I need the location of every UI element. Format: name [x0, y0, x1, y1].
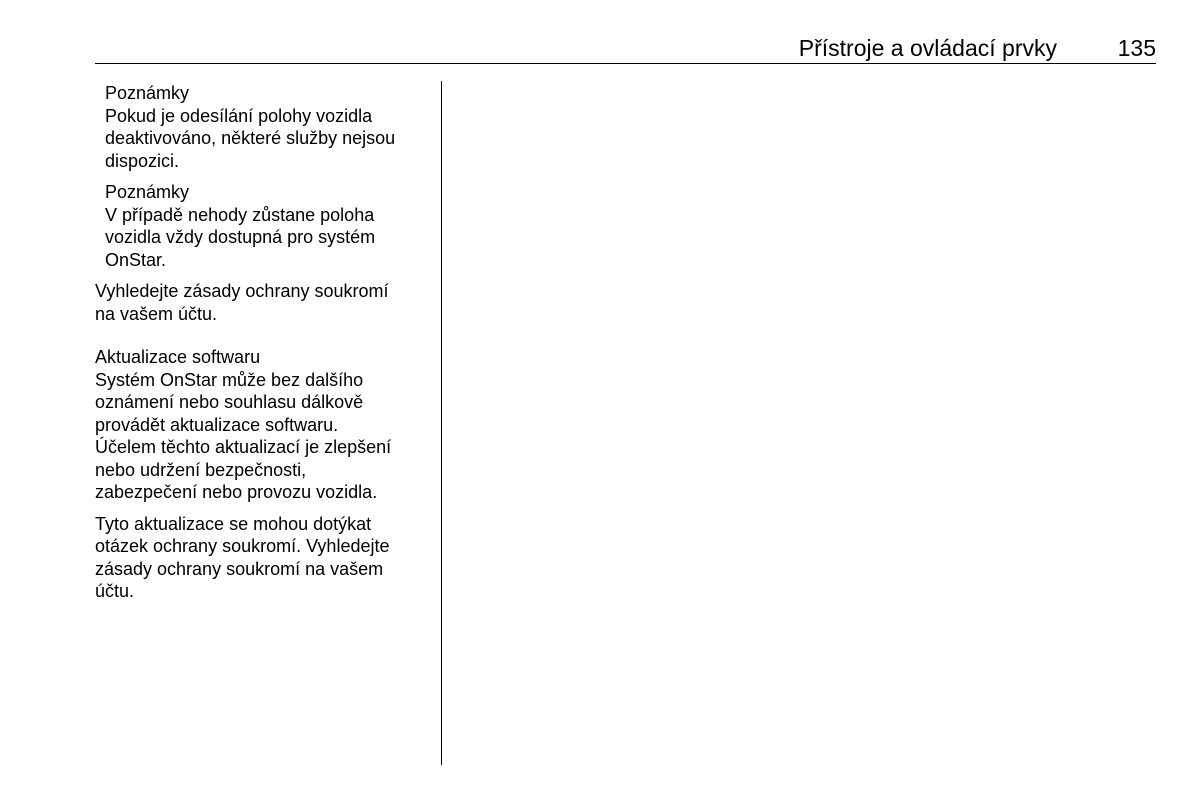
privacy-paragraph: Vyhledejte zásady ochrany soukromí na vašem účtu. — [95, 281, 389, 324]
page-number: 135 — [1117, 35, 1156, 61]
section-paragraph: Systém OnStar může bez dalšího oznámení nebo souhlasu dálkově provádět aktualizace softwaru. Účelem těchto aktualizací je zlepšení nebo udržení bezpečnosti, zabezpečení nebo provozu vozidla. — [95, 369, 392, 502]
note-text: V případě nehody zůstane poloha vozidla vždy dostupná pro systém OnStar. — [105, 204, 376, 270]
page-header — [95, 32, 1156, 64]
section-paragraph: Tyto aktualizace se mohou dotýkat otázek ochrany soukromí. Vyhledejte zásady ochrany soukromí na vašem účtu. — [95, 513, 390, 601]
note-text: Pokud je odesílání polohy vozidla deaktivováno, některé služby nejsou dispozici. — [105, 105, 396, 171]
section-heading: Aktualizace softwaru — [95, 347, 261, 367]
note-block — [95, 82, 430, 172]
note-title: Poznámky — [105, 182, 190, 202]
note-block — [95, 181, 430, 271]
column-divider — [441, 81, 442, 765]
header-divider — [95, 63, 1156, 64]
left-column — [95, 82, 430, 612]
note-title: Poznámky — [105, 83, 190, 103]
chapter-title: Přístroje a ovládací prvky — [798, 35, 1057, 61]
